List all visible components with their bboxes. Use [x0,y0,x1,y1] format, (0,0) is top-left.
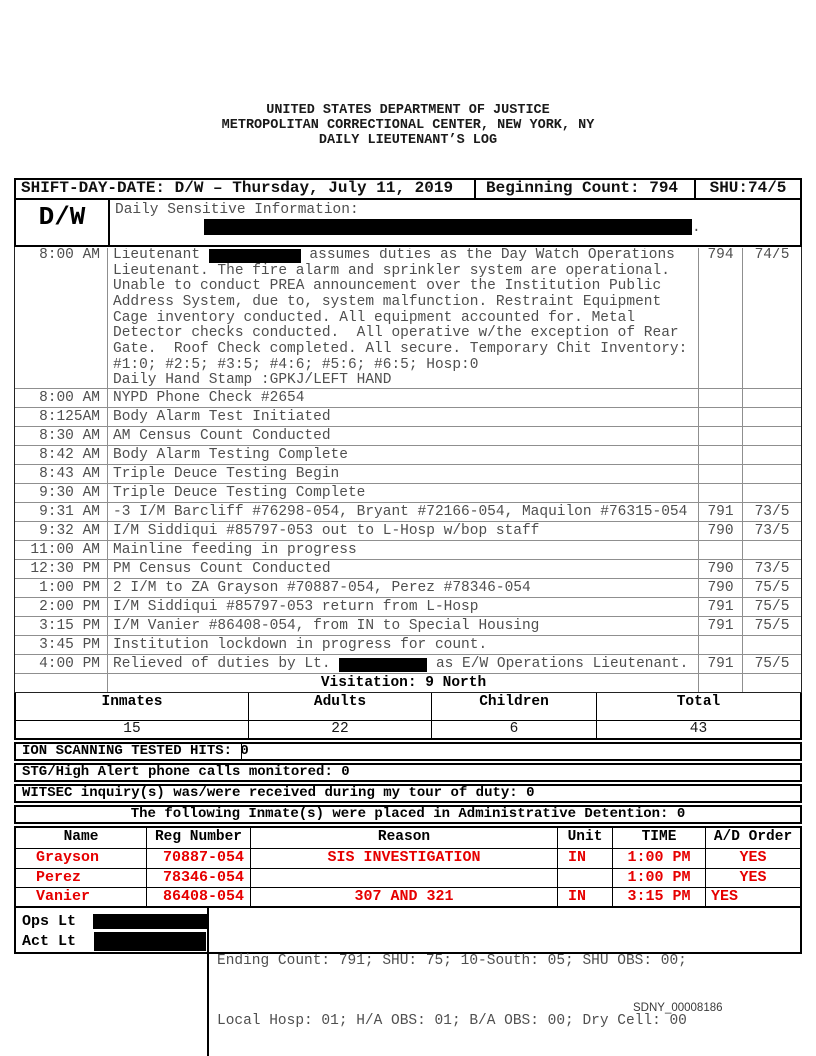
watch-label: D/W [38,202,86,232]
ops-lt-line [22,911,207,931]
log-text: Institution lockdown in progress for count. [107,636,698,654]
adm-reason: 307 AND 321 [250,887,557,906]
log-shu [742,446,801,464]
visitation-header-inmates: Inmates [101,694,163,710]
log-count [698,446,742,464]
act-lt-line [22,931,207,951]
log-time: 3:15 PM [39,618,100,634]
log-text: -3 I/M Barcliff #76298-054, Bryant #72166-054, Maquilon #76315-054 [107,503,698,521]
log-text: AM Census Count Conducted [107,427,698,445]
visitation-header-total: Total [596,693,800,720]
visitation-note-row [15,673,801,692]
adm-header-time: TIME [612,828,705,849]
log-time: 8:125AM [39,409,100,425]
log-text [107,248,698,388]
signature-cell [16,908,209,1056]
log-text: Mainline feeding in progress [107,541,698,559]
log-row [15,407,801,426]
log-text [107,655,698,673]
log-row [15,464,801,483]
shift-day-date: SHIFT-DAY-DATE: D/W – Thursday, July 11, 2019 [21,180,454,197]
log-count [698,541,742,559]
adm-reg: 78346-054 [146,868,250,887]
adm-unit: IN [557,849,612,868]
adm-unit [557,868,612,887]
log-time: 9:30 AM [39,485,100,501]
ending-count-line1: Ending Count: 791; SHU: 75; 10-South: 05; SHU OBS: 00; [217,953,687,969]
log-row [15,388,801,407]
redaction-bar [93,914,207,929]
ending-count-cell [209,908,800,1056]
log-row [15,521,801,540]
log-time: 8:00 AM [39,248,100,263]
adm-reg: 86408-054 [146,887,250,906]
log-count: 791 [698,503,742,521]
document-title [0,103,816,148]
adm-name: Vanier [16,887,146,906]
log-count [698,427,742,445]
log-time: 9:31 AM [39,504,100,520]
visitation-value-adults: 22 [248,720,431,738]
log-shu [742,389,801,407]
log-text: I/M Siddiqui #85797-053 out to L-Hosp w/bop staff [107,522,698,540]
log-count: 791 [698,617,742,635]
log-count [698,465,742,483]
log-text-post: as E/W Operations Lieutenant. [427,656,689,672]
log-shu [742,408,801,426]
redaction-bar [204,219,692,235]
visitation-value-total: 43 [596,720,800,738]
admin-detention-table [14,826,802,908]
log-count [698,408,742,426]
sensitive-info-cell [108,200,800,245]
log-text: Body Alarm Test Initiated [107,408,698,426]
ion-scanning-text: ION SCANNING TESTED HITS: 0 [16,744,242,759]
bates-number: SDNY_00008186 [633,1002,723,1014]
log-count: 790 [698,522,742,540]
log-row [15,445,801,464]
visitation-note: Visitation: 9 North [107,674,698,692]
shift-header-row [14,178,802,200]
sensitive-info-redacted-line [115,219,795,237]
sensitive-info-row [14,200,802,247]
beginning-count: Beginning Count: 794 [474,180,694,198]
log-shu [742,484,801,502]
log-count: 791 [698,655,742,673]
log-text: PM Census Count Conducted [107,560,698,578]
adm-name: Perez [16,868,146,887]
log-count: 790 [698,579,742,597]
log-row [15,502,801,521]
adm-header-reason: Reason [250,828,557,849]
log-shu: 75/5 [742,655,801,673]
log-count [698,674,742,692]
log-shu: 75/5 [742,579,801,597]
log-count: 791 [698,598,742,616]
log-row [15,247,801,388]
log-count: 794 [698,248,742,388]
log-row [15,426,801,445]
log-shu: 73/5 [742,503,801,521]
adm-time: 3:15 PM [612,887,705,906]
adm-header-ad-order: A/D Order [705,828,800,849]
visitation-table [14,693,802,740]
log-shu [742,427,801,445]
witsec-row: WITSEC inquiry(s) was/were received during my tour of duty: 0 [14,784,802,803]
visitation-value-inmates: 15 [16,720,248,738]
log-time: 8:43 AM [39,466,100,482]
redaction-bar [94,932,206,951]
log-time: 8:30 AM [39,428,100,444]
log-time: 4:00 PM [39,656,100,672]
title-facility: METROPOLITAN CORRECTIONAL CENTER, NEW YORK, NY [221,118,595,133]
log-text: Triple Deuce Testing Begin [107,465,698,483]
log-time: 3:45 PM [39,637,100,653]
log-row [15,540,801,559]
log-shu [742,541,801,559]
log-shu [742,674,801,692]
log-row [15,654,801,673]
adm-header-unit: Unit [557,828,612,849]
adm-time: 1:00 PM [612,868,705,887]
visitation-value-children: 6 [431,720,596,738]
log-count [698,636,742,654]
visitation-header-children: Children [431,693,596,720]
log-shu: 73/5 [742,522,801,540]
log-count [698,389,742,407]
adm-reason [250,868,557,887]
log-text-post: assumes duties as the Day Watch Operations Lieutenant. The fire alarm and sprinkler system are operational. Unable to conduct PREA announcement over the Institution Public Address System, due to, system malfunction. Restraint Equipment Cage inventory conducted. All equipment accounted for. Metal Detector checks conducted. All operative w/the exception of Rear Gate. Roof Check completed. All secure. Temporary Chit Inventory: #1:0; #2:5; #3:5; #4:6; #5:6; #6:5; Hosp:0 [113,248,696,373]
visitation-header-adults: Adults [248,693,431,720]
log-text-pre: Lieutenant [113,248,209,263]
log-text-pre: Relieved of duties by Lt. [113,656,340,672]
log-time: 1:00 PM [39,580,100,596]
adm-order: YES [705,887,800,906]
ops-lt-label: Ops Lt [22,912,77,930]
stg-row: STG/High Alert phone calls monitored: 0 [14,763,802,782]
log-shu: 75/5 [742,598,801,616]
adm-name: Grayson [36,849,100,866]
redaction-bar [209,249,301,263]
log-row [15,616,801,635]
log-text: I/M Vanier #86408-054, from IN to Special Housing [107,617,698,635]
adm-order: YES [705,868,800,887]
log-table [14,247,802,693]
log-time: 2:00 PM [39,599,100,615]
adm-header-reg: Reg Number [146,828,250,849]
log-shu [742,636,801,654]
log-text-line2: Daily Hand Stamp :GPKJ/LEFT HAND [113,372,392,388]
log-row [15,578,801,597]
title-log-name: DAILY LIEUTENANT’S LOG [318,133,498,148]
act-lt-label: Act Lt [22,932,77,950]
log-time: 12:30 PM [30,561,100,577]
log-time: 11:00 AM [30,542,100,558]
log-row [15,635,801,654]
log-row [15,597,801,616]
log-time: 8:42 AM [39,447,100,463]
log-time: 9:32 AM [39,523,100,539]
log-shu: 74/5 [742,248,801,388]
log-count [698,484,742,502]
log-text: Body Alarm Testing Complete [107,446,698,464]
log-text: 2 I/M to ZA Grayson #70887-054, Perez #78346-054 [107,579,698,597]
redaction-bar [339,658,427,672]
log-shu [742,465,801,483]
log-text: NYPD Phone Check #2654 [107,389,698,407]
log-text: Triple Deuce Testing Complete [107,484,698,502]
log-time: 8:00 AM [39,390,100,406]
sensitive-info-label: Daily Sensitive Information: [115,202,359,218]
adm-reg: 70887-054 [146,849,250,868]
shu-count: SHU:74/5 [694,180,800,198]
log-text: I/M Siddiqui #85797-053 return from L-Hosp [107,598,698,616]
admin-detention-intro-row: The following Inmate(s) were placed in Administrative Detention: 0 [14,805,802,824]
ion-scanning-row [14,742,802,761]
adm-time: 1:00 PM [612,849,705,868]
log-shu: 75/5 [742,617,801,635]
adm-header-name: Name [16,828,146,849]
adm-unit: IN [557,887,612,906]
ion-scanning-empty-cell [242,744,800,759]
after-redaction-period: . [692,220,701,236]
log-row [15,559,801,578]
log-shu: 73/5 [742,560,801,578]
adm-order: YES [705,849,800,868]
ending-count-line2: Local Hosp: 01; H/A OBS: 01; B/A OBS: 00; Dry Cell: 00 [217,1013,687,1029]
title-agency: UNITED STATES DEPARTMENT OF JUSTICE [266,103,550,118]
log-time [15,674,107,692]
adm-reason: SIS INVESTIGATION [250,849,557,868]
log-count: 790 [698,560,742,578]
log-row [15,483,801,502]
